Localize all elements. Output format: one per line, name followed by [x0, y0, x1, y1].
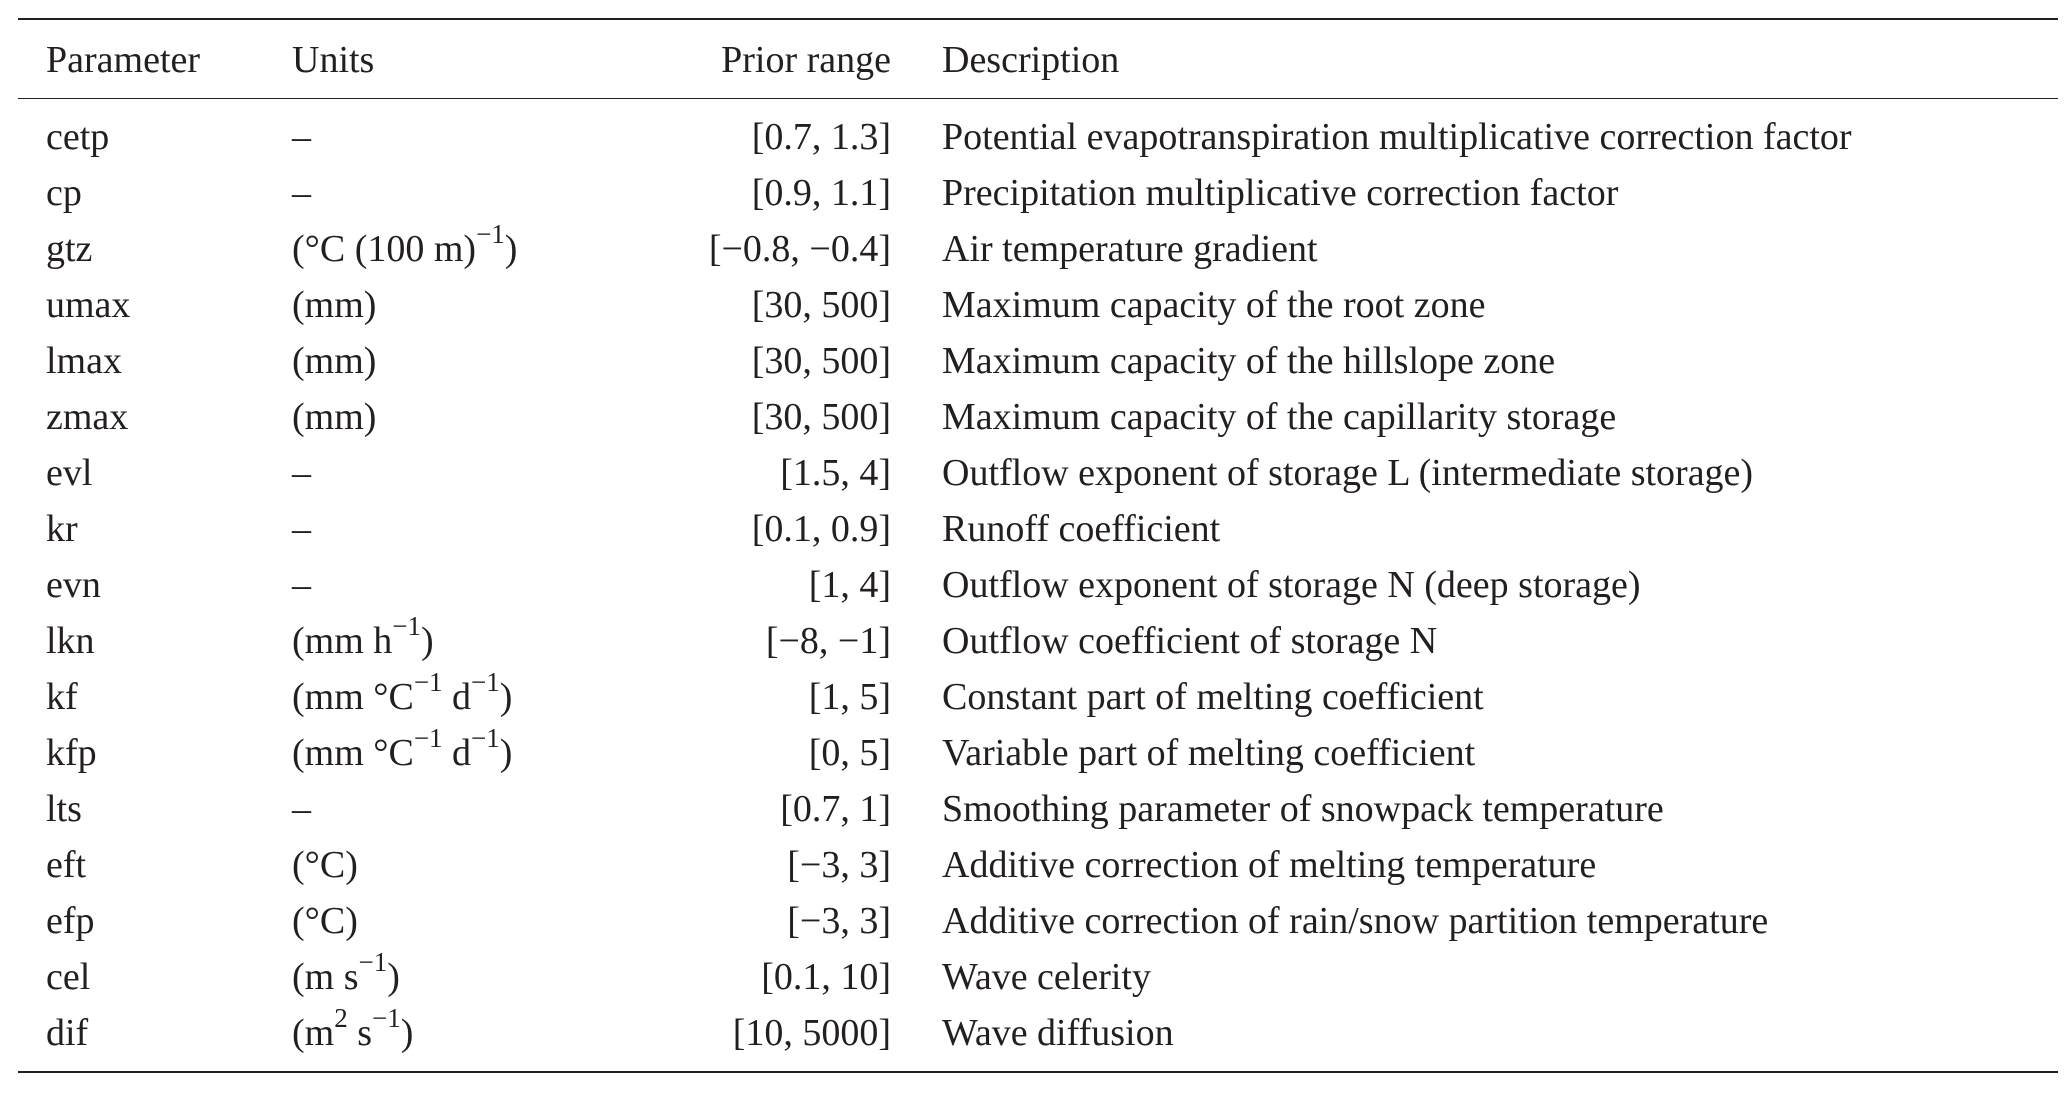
units-text: (mm °C	[292, 732, 414, 774]
prior-range-cell: [−3, 3]	[787, 844, 891, 886]
prior-range-cell: [30, 500]	[751, 340, 891, 382]
table-row	[18, 445, 2058, 501]
units-cell: –	[292, 564, 311, 606]
prior-range-cell: [1, 5]	[808, 676, 891, 718]
units-cell	[292, 949, 400, 1005]
description-cell: Outflow exponent of storage L (intermediate storage)	[942, 452, 1754, 494]
table-row	[18, 221, 2058, 277]
prior-range-cell: [0.9, 1.1]	[751, 172, 891, 214]
units-text: )	[400, 1012, 414, 1054]
units-text: )	[504, 228, 518, 270]
prior-range-cell: [1, 4]	[808, 564, 891, 606]
parameter-cell: lmax	[46, 340, 122, 382]
prior-range-cell: [0.1, 10]	[761, 956, 891, 998]
units-exponent: 2	[334, 1003, 348, 1034]
units-cell: (mm)	[292, 340, 377, 382]
units-cell	[292, 1005, 413, 1061]
parameter-cell: cel	[46, 956, 91, 998]
units-cell	[292, 221, 517, 277]
units-cell: (mm)	[292, 284, 377, 326]
table-row	[18, 333, 2058, 389]
description-cell: Outflow exponent of storage N (deep storage)	[942, 564, 1641, 606]
table-row	[18, 109, 2058, 165]
prior-range-cell: [−8, −1]	[765, 620, 891, 662]
table-row	[18, 893, 2058, 949]
description-cell: Precipitation multiplicative correction factor	[942, 172, 1619, 214]
units-exponent: −1	[358, 947, 388, 978]
units-exponent: −1	[413, 723, 443, 754]
description-cell: Smoothing parameter of snowpack temperature	[942, 788, 1664, 830]
parameter-cell: evn	[46, 564, 101, 606]
units-cell: –	[292, 788, 311, 830]
units-cell: –	[292, 172, 311, 214]
parameter-cell: gtz	[46, 228, 93, 270]
units-cell	[292, 613, 434, 669]
units-text: (m s	[292, 956, 359, 998]
header-parameter: Parameter	[46, 39, 201, 81]
units-exponent: −1	[471, 723, 500, 754]
table-body	[18, 99, 2058, 1061]
description-cell: Potential evapotranspiration multiplicative correction factor	[942, 116, 1852, 158]
description-cell: Variable part of melting coefficient	[942, 732, 1476, 774]
table-row	[18, 781, 2058, 837]
description-cell: Additive correction of rain/snow partition temperature	[942, 900, 1769, 942]
units-text: s	[347, 1012, 373, 1054]
parameter-cell: evl	[46, 452, 93, 494]
description-cell: Wave diffusion	[942, 1012, 1174, 1054]
units-exponent: −1	[413, 667, 443, 698]
table-row	[18, 837, 2058, 893]
prior-range-cell: [0.1, 0.9]	[751, 508, 891, 550]
prior-range-cell: [0.7, 1.3]	[751, 116, 891, 158]
prior-range-cell: [−0.8, −0.4]	[708, 228, 891, 270]
units-text: d	[442, 732, 472, 774]
description-cell: Outflow coefficient of storage N	[942, 620, 1438, 662]
description-cell: Additive correction of melting temperature	[942, 844, 1597, 886]
units-text: )	[421, 620, 434, 662]
table-row	[18, 613, 2058, 669]
parameter-cell: umax	[46, 284, 131, 326]
units-text: )	[499, 732, 513, 774]
header-description: Description	[942, 39, 1120, 81]
parameter-cell: kfp	[46, 732, 97, 774]
units-cell: –	[292, 452, 311, 494]
table-row	[18, 1005, 2058, 1061]
units-cell: –	[292, 116, 311, 158]
description-cell: Constant part of melting coefficient	[942, 676, 1484, 718]
prior-range-cell: [−3, 3]	[787, 900, 891, 942]
prior-range-cell: [10, 5000]	[732, 1012, 891, 1054]
parameter-cell: dif	[46, 1012, 89, 1054]
table-row	[18, 277, 2058, 333]
header-units: Units	[292, 39, 375, 81]
units-cell: –	[292, 508, 311, 550]
units-text: )	[499, 676, 513, 718]
description-cell: Wave celerity	[942, 956, 1151, 998]
prior-range-cell: [1.5, 4]	[780, 452, 891, 494]
table-row	[18, 669, 2058, 725]
table-row	[18, 165, 2058, 221]
units-text: )	[387, 956, 400, 998]
parameter-cell: lkn	[46, 620, 95, 662]
description-cell: Maximum capacity of the capillarity storage	[942, 396, 1617, 438]
parameter-cell: efp	[46, 900, 95, 942]
units-text: (°C (100 m)	[292, 228, 477, 270]
prior-range-cell: [0, 5]	[808, 732, 891, 774]
units-cell: (mm)	[292, 396, 377, 438]
table-row	[18, 389, 2058, 445]
units-exponent: −1	[476, 219, 505, 250]
units-text: d	[442, 676, 472, 718]
description-cell: Air temperature gradient	[942, 228, 1318, 270]
parameter-cell: cp	[46, 172, 82, 214]
parameter-cell: kr	[46, 508, 78, 550]
table-row	[18, 501, 2058, 557]
description-cell: Maximum capacity of the root zone	[942, 284, 1486, 326]
parameter-cell: eft	[46, 844, 87, 886]
description-cell: Maximum capacity of the hillslope zone	[942, 340, 1556, 382]
units-exponent: −1	[392, 611, 422, 642]
units-cell	[292, 669, 512, 725]
units-exponent: −1	[471, 667, 500, 698]
parameter-cell: lts	[46, 788, 82, 830]
parameter-cell: cetp	[46, 116, 110, 158]
units-text: (m	[292, 1012, 335, 1054]
units-cell: (°C)	[292, 844, 358, 886]
parameter-cell: kf	[46, 676, 78, 718]
parameter-table	[18, 18, 2058, 1073]
units-text: (mm °C	[292, 676, 414, 718]
units-exponent: −1	[372, 1003, 401, 1034]
table-row	[18, 557, 2058, 613]
prior-range-cell: [0.7, 1]	[780, 788, 891, 830]
prior-range-cell: [30, 500]	[751, 396, 891, 438]
header-prior-range: Prior range	[721, 39, 891, 81]
table-row	[18, 949, 2058, 1005]
units-cell	[292, 725, 512, 781]
parameter-cell: zmax	[46, 396, 129, 438]
table-header-row	[18, 20, 2058, 98]
units-cell: (°C)	[292, 900, 358, 942]
units-text: (mm h	[292, 620, 393, 662]
bottom-rule	[18, 1071, 2058, 1073]
prior-range-cell: [30, 500]	[751, 284, 891, 326]
table-row	[18, 725, 2058, 781]
description-cell: Runoff coefficient	[942, 508, 1221, 550]
